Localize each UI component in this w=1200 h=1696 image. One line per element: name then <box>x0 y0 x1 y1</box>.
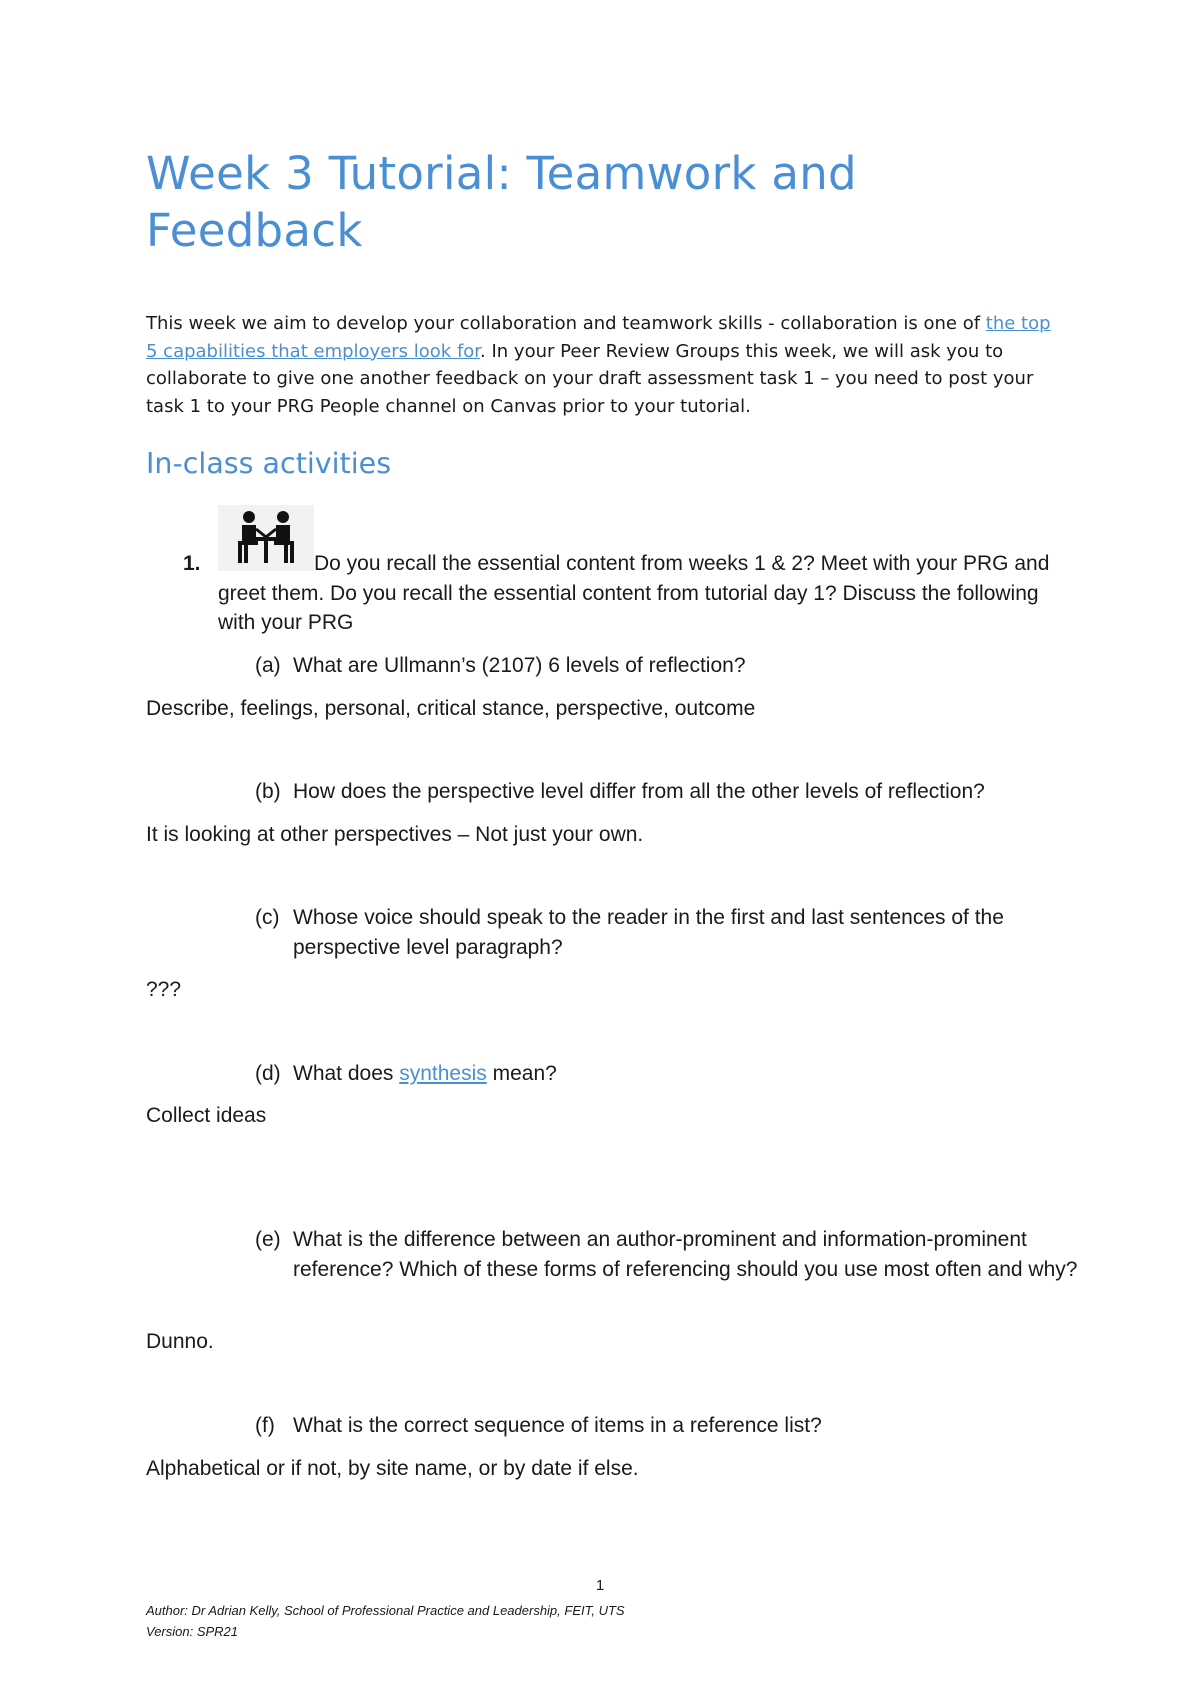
answer-b: It is looking at other perspectives – Not just your own. <box>146 823 644 846</box>
question-a <box>255 651 1085 681</box>
question-label: (c) <box>255 906 280 929</box>
question-text-after: mean? <box>486 1062 557 1085</box>
question-label: (a) <box>255 654 281 677</box>
question-text: What is the difference between an author-prominent and information-prominent reference? Which of these forms of referencing should you use most often and why? <box>293 1228 1078 1281</box>
title-line-2: Feedback <box>146 204 363 257</box>
footer-author: Author: Dr Adrian Kelly, School of Professional Practice and Leadership, FEIT, UTS <box>146 1603 625 1618</box>
question-d <box>255 1059 1085 1089</box>
intro-text-after: . In your Peer Review Groups this week, we will ask you to collaborate to give one another feedback on your draft assessment task 1 – you need to post your task 1 to your PRG People channel on Canvas prior to your tutorial. <box>146 340 1034 417</box>
question-label: (d) <box>255 1062 281 1085</box>
synthesis-link[interactable]: synthesis <box>399 1062 487 1085</box>
question-label: (b) <box>255 780 281 803</box>
answer-f: Alphabetical or if not, by site name, or by date if else. <box>146 1457 639 1480</box>
footer-meta <box>146 1600 625 1642</box>
question-f <box>255 1411 1085 1441</box>
question-e <box>255 1225 1085 1284</box>
intro-paragraph <box>146 310 1066 420</box>
question-b <box>255 777 1085 807</box>
question-text-before: What does <box>293 1062 400 1085</box>
question-label: (e) <box>255 1228 281 1251</box>
answer-d: Collect ideas <box>146 1104 267 1127</box>
top-capabilities-link[interactable]: the top 5 capabilities that employers look for <box>146 313 1051 362</box>
activity-number: 1. <box>183 552 201 575</box>
answer-c: ??? <box>146 978 182 1001</box>
question-c <box>255 903 1085 962</box>
section-heading: In-class activities <box>146 447 392 480</box>
activity-text-rest: and greet them. Do you recall the essential content from tutorial day 1? Discuss the following with your PRG <box>218 552 1050 634</box>
question-text <box>293 1059 1085 1089</box>
intro-text-before: This week we aim to develop your collaboration and teamwork skills - collaboration is one of <box>146 313 986 334</box>
answer-a: Describe, feelings, personal, critical stance, perspective, outcome <box>146 697 756 720</box>
question-text: What is the correct sequence of items in a reference list? <box>293 1414 822 1437</box>
footer-version: Version: SPR21 <box>146 1624 239 1639</box>
answer-e: Dunno. <box>146 1330 214 1353</box>
page-number: 1 <box>595 1577 605 1594</box>
question-label: (f) <box>255 1414 275 1437</box>
title-line-1: Week 3 Tutorial: Teamwork and <box>146 147 857 200</box>
activity-text-line-1: Do you recall the essential content from weeks 1 & 2? Meet with your PRG <box>314 552 1009 575</box>
question-text: Whose voice should speak to the reader in the first and last sentences of the perspective level paragraph? <box>293 906 1004 959</box>
activity-instructions <box>218 549 1078 638</box>
question-text: How does the perspective level differ from all the other levels of reflection? <box>293 780 985 803</box>
question-text: What are Ullmann’s (2107) 6 levels of reflection? <box>293 654 746 677</box>
page-title <box>146 145 1046 259</box>
